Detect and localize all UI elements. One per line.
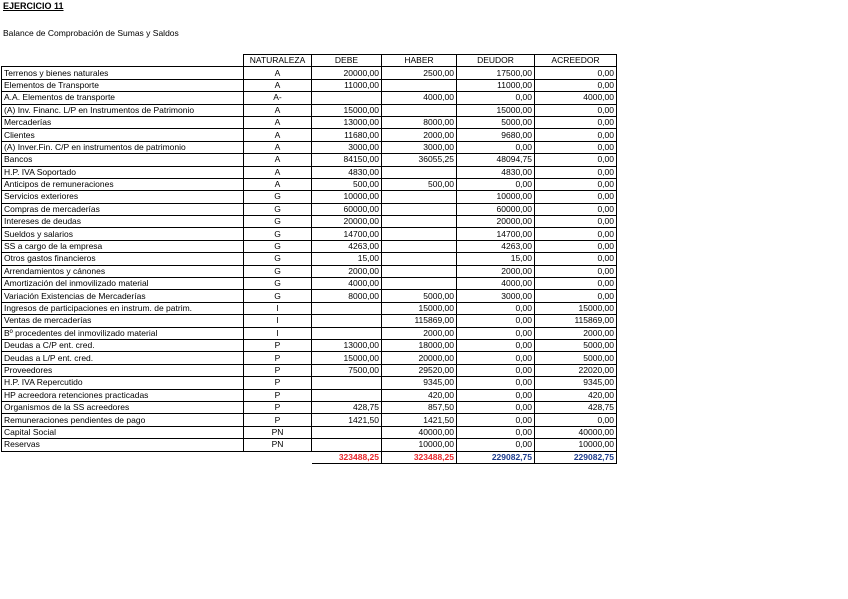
debe-cell: 13000,00: [312, 116, 382, 128]
haber-cell: [382, 253, 457, 265]
debe-cell: 20000,00: [312, 67, 382, 79]
naturaleza-cell: P: [244, 401, 312, 413]
acreedor-cell: 115869,00: [535, 315, 617, 327]
account-cell: Arrendamientos y cánones: [2, 265, 244, 277]
acreedor-cell: 0,00: [535, 129, 617, 141]
deudor-cell: 10000,00: [457, 191, 535, 203]
table-row: [2, 302, 617, 314]
table-row: [2, 216, 617, 228]
haber-cell: 10000,00: [382, 439, 457, 451]
debe-cell: 15000,00: [312, 104, 382, 116]
account-cell: Clientes: [2, 129, 244, 141]
naturaleza-cell: A: [244, 104, 312, 116]
account-cell: Elementos de Transporte: [2, 79, 244, 91]
account-cell: Ingresos de participaciones en instrum. de patrim.: [2, 302, 244, 314]
naturaleza-cell: G: [244, 228, 312, 240]
naturaleza-cell: A: [244, 141, 312, 153]
naturaleza-cell: A: [244, 79, 312, 91]
total-haber: 323488,25: [382, 451, 457, 463]
account-cell: Terrenos y bienes naturales: [2, 67, 244, 79]
deudor-cell: 0,00: [457, 339, 535, 351]
deudor-cell: 0,00: [457, 414, 535, 426]
debe-cell: 11000,00: [312, 79, 382, 91]
table-row: [2, 401, 617, 413]
naturaleza-cell: P: [244, 352, 312, 364]
haber-cell: 3000,00: [382, 141, 457, 153]
debe-cell: [312, 315, 382, 327]
deudor-cell: 0,00: [457, 364, 535, 376]
acreedor-cell: 0,00: [535, 290, 617, 302]
haber-cell: [382, 191, 457, 203]
table-row: [2, 377, 617, 389]
haber-cell: [382, 104, 457, 116]
haber-cell: 2000,00: [382, 327, 457, 339]
naturaleza-cell: A: [244, 178, 312, 190]
header-blank: [2, 55, 244, 67]
table-row: [2, 290, 617, 302]
deudor-cell: 0,00: [457, 389, 535, 401]
account-cell: Organismos de la SS acreedores: [2, 401, 244, 413]
debe-cell: 500,00: [312, 178, 382, 190]
acreedor-cell: 4000,00: [535, 92, 617, 104]
deudor-cell: 11000,00: [457, 79, 535, 91]
debe-cell: 13000,00: [312, 339, 382, 351]
debe-cell: 7500,00: [312, 364, 382, 376]
account-cell: SS a cargo de la empresa: [2, 240, 244, 252]
table-row: [2, 116, 617, 128]
account-cell: H.P. IVA Soportado: [2, 166, 244, 178]
debe-cell: [312, 389, 382, 401]
debe-cell: [312, 426, 382, 438]
deudor-cell: 0,00: [457, 401, 535, 413]
account-cell: Reservas: [2, 439, 244, 451]
deudor-cell: 2000,00: [457, 265, 535, 277]
acreedor-cell: 0,00: [535, 228, 617, 240]
acreedor-cell: 0,00: [535, 240, 617, 252]
debe-cell: [312, 439, 382, 451]
debe-cell: 4000,00: [312, 278, 382, 290]
table-row: [2, 203, 617, 215]
debe-cell: 2000,00: [312, 265, 382, 277]
debe-cell: 84150,00: [312, 154, 382, 166]
account-cell: Bancos: [2, 154, 244, 166]
debe-cell: 11680,00: [312, 129, 382, 141]
haber-cell: 40000,00: [382, 426, 457, 438]
acreedor-cell: 5000,00: [535, 339, 617, 351]
deudor-cell: 4000,00: [457, 278, 535, 290]
acreedor-cell: 0,00: [535, 178, 617, 190]
table-row: [2, 315, 617, 327]
deudor-cell: 15000,00: [457, 104, 535, 116]
deudor-cell: 0,00: [457, 302, 535, 314]
table-row: [2, 178, 617, 190]
table-row: [2, 278, 617, 290]
table-row: [2, 265, 617, 277]
table-row: [2, 253, 617, 265]
naturaleza-cell: G: [244, 191, 312, 203]
haber-cell: 2500,00: [382, 67, 457, 79]
table-row: [2, 352, 617, 364]
account-cell: Deudas a C/P ent. cred.: [2, 339, 244, 351]
total-acreedor: 229082,75: [535, 451, 617, 463]
account-cell: Deudas a L/P ent. cred.: [2, 352, 244, 364]
deudor-cell: 5000,00: [457, 116, 535, 128]
debe-cell: 15000,00: [312, 352, 382, 364]
naturaleza-cell: PN: [244, 439, 312, 451]
header-acreedor: ACREEDOR: [535, 55, 617, 67]
haber-cell: 2000,00: [382, 129, 457, 141]
acreedor-cell: 0,00: [535, 116, 617, 128]
naturaleza-cell: G: [244, 203, 312, 215]
account-cell: Servicios exteriores: [2, 191, 244, 203]
naturaleza-cell: A: [244, 67, 312, 79]
account-cell: Anticipos de remuneraciones: [2, 178, 244, 190]
table-row: [2, 339, 617, 351]
deudor-cell: 0,00: [457, 377, 535, 389]
account-cell: Proveedores: [2, 364, 244, 376]
table-row: [2, 166, 617, 178]
debe-cell: 10000,00: [312, 191, 382, 203]
haber-cell: 420,00: [382, 389, 457, 401]
acreedor-cell: 22020,00: [535, 364, 617, 376]
table-row: [2, 141, 617, 153]
debe-cell: 60000,00: [312, 203, 382, 215]
haber-cell: 4000,00: [382, 92, 457, 104]
debe-cell: [312, 302, 382, 314]
debe-cell: 3000,00: [312, 141, 382, 153]
haber-cell: [382, 216, 457, 228]
table-row: [2, 92, 617, 104]
header-deudor: DEUDOR: [457, 55, 535, 67]
table-row: [2, 439, 617, 451]
deudor-cell: 14700,00: [457, 228, 535, 240]
acreedor-cell: 15000,00: [535, 302, 617, 314]
debe-cell: [312, 377, 382, 389]
naturaleza-cell: A: [244, 154, 312, 166]
debe-cell: 4263,00: [312, 240, 382, 252]
totals-row: [2, 451, 617, 463]
naturaleza-cell: G: [244, 253, 312, 265]
account-cell: Ventas de mercaderías: [2, 315, 244, 327]
deudor-cell: 4830,00: [457, 166, 535, 178]
table-row: [2, 67, 617, 79]
deudor-cell: 60000,00: [457, 203, 535, 215]
deudor-cell: 0,00: [457, 92, 535, 104]
header-row: [2, 55, 617, 67]
account-cell: Sueldos y salarios: [2, 228, 244, 240]
naturaleza-cell: P: [244, 377, 312, 389]
naturaleza-cell: G: [244, 240, 312, 252]
table-row: [2, 79, 617, 91]
table-row: [2, 154, 617, 166]
deudor-cell: 3000,00: [457, 290, 535, 302]
deudor-cell: 0,00: [457, 327, 535, 339]
debe-cell: [312, 327, 382, 339]
acreedor-cell: 9345,00: [535, 377, 617, 389]
sheet-subtitle: Balance de Comprobación de Sumas y Saldos: [3, 28, 179, 38]
acreedor-cell: 0,00: [535, 79, 617, 91]
table-row: [2, 240, 617, 252]
table-row: [2, 191, 617, 203]
naturaleza-cell: P: [244, 364, 312, 376]
haber-cell: 18000,00: [382, 339, 457, 351]
table-row: [2, 364, 617, 376]
deudor-cell: 17500,00: [457, 67, 535, 79]
header-haber: HABER: [382, 55, 457, 67]
account-cell: HP acreedora retenciones practicadas: [2, 389, 244, 401]
acreedor-cell: 0,00: [535, 265, 617, 277]
haber-cell: 500,00: [382, 178, 457, 190]
account-cell: H.P. IVA Repercutido: [2, 377, 244, 389]
naturaleza-cell: A-: [244, 92, 312, 104]
debe-cell: 4830,00: [312, 166, 382, 178]
naturaleza-cell: A: [244, 129, 312, 141]
account-cell: A.A. Elementos de transporte: [2, 92, 244, 104]
acreedor-cell: 5000,00: [535, 352, 617, 364]
account-cell: Mercaderías: [2, 116, 244, 128]
haber-cell: 9345,00: [382, 377, 457, 389]
acreedor-cell: 0,00: [535, 414, 617, 426]
header-naturaleza: NATURALEZA: [244, 55, 312, 67]
deudor-cell: 15,00: [457, 253, 535, 265]
haber-cell: [382, 166, 457, 178]
naturaleza-cell: PN: [244, 426, 312, 438]
acreedor-cell: 0,00: [535, 154, 617, 166]
naturaleza-cell: I: [244, 327, 312, 339]
deudor-cell: 48094,75: [457, 154, 535, 166]
table-row: [2, 327, 617, 339]
haber-cell: 1421,50: [382, 414, 457, 426]
account-cell: (A) Inv. Financ. L/P en Instrumentos de Patrimonio: [2, 104, 244, 116]
total-debe: 323488,25: [312, 451, 382, 463]
haber-cell: 29520,00: [382, 364, 457, 376]
account-cell: Otros gastos financieros: [2, 253, 244, 265]
naturaleza-cell: G: [244, 216, 312, 228]
acreedor-cell: 0,00: [535, 166, 617, 178]
debe-cell: 428,75: [312, 401, 382, 413]
header-debe: DEBE: [312, 55, 382, 67]
acreedor-cell: 0,00: [535, 216, 617, 228]
haber-cell: 857,50: [382, 401, 457, 413]
naturaleza-cell: I: [244, 302, 312, 314]
account-cell: Intereses de deudas: [2, 216, 244, 228]
naturaleza-cell: P: [244, 414, 312, 426]
haber-cell: 20000,00: [382, 352, 457, 364]
haber-cell: [382, 79, 457, 91]
naturaleza-cell: I: [244, 315, 312, 327]
deudor-cell: 9680,00: [457, 129, 535, 141]
debe-cell: 15,00: [312, 253, 382, 265]
haber-cell: [382, 265, 457, 277]
acreedor-cell: 40000,00: [535, 426, 617, 438]
account-cell: (A) Inver.Fin. C/P en instrumentos de patrimonio: [2, 141, 244, 153]
account-cell: Capital Social: [2, 426, 244, 438]
deudor-cell: 0,00: [457, 439, 535, 451]
total-deudor: 229082,75: [457, 451, 535, 463]
acreedor-cell: 0,00: [535, 253, 617, 265]
acreedor-cell: 428,75: [535, 401, 617, 413]
debe-cell: 14700,00: [312, 228, 382, 240]
table-row: [2, 129, 617, 141]
acreedor-cell: 2000,00: [535, 327, 617, 339]
deudor-cell: 0,00: [457, 426, 535, 438]
naturaleza-cell: G: [244, 290, 312, 302]
table-row: [2, 389, 617, 401]
deudor-cell: 20000,00: [457, 216, 535, 228]
deudor-cell: 4263,00: [457, 240, 535, 252]
deudor-cell: 0,00: [457, 178, 535, 190]
naturaleza-cell: G: [244, 265, 312, 277]
haber-cell: [382, 203, 457, 215]
table-row: [2, 104, 617, 116]
debe-cell: 1421,50: [312, 414, 382, 426]
debe-cell: 8000,00: [312, 290, 382, 302]
haber-cell: 36055,25: [382, 154, 457, 166]
haber-cell: [382, 228, 457, 240]
naturaleza-cell: A: [244, 116, 312, 128]
haber-cell: 15000,00: [382, 302, 457, 314]
table-row: [2, 426, 617, 438]
naturaleza-cell: A: [244, 166, 312, 178]
debe-cell: 20000,00: [312, 216, 382, 228]
haber-cell: 8000,00: [382, 116, 457, 128]
acreedor-cell: 0,00: [535, 278, 617, 290]
acreedor-cell: 0,00: [535, 191, 617, 203]
table-row: [2, 228, 617, 240]
naturaleza-cell: P: [244, 339, 312, 351]
exercise-title: EJERCICIO 11: [3, 1, 64, 11]
naturaleza-cell: P: [244, 389, 312, 401]
account-cell: Bº procedentes del inmovilizado material: [2, 327, 244, 339]
debe-cell: [312, 92, 382, 104]
deudor-cell: 0,00: [457, 315, 535, 327]
acreedor-cell: 0,00: [535, 104, 617, 116]
haber-cell: [382, 240, 457, 252]
account-cell: Remuneraciones pendientes de pago: [2, 414, 244, 426]
haber-cell: [382, 278, 457, 290]
account-cell: Variación Existencias de Mercaderías: [2, 290, 244, 302]
haber-cell: 5000,00: [382, 290, 457, 302]
acreedor-cell: 0,00: [535, 141, 617, 153]
deudor-cell: 0,00: [457, 352, 535, 364]
acreedor-cell: 0,00: [535, 67, 617, 79]
acreedor-cell: 0,00: [535, 203, 617, 215]
totals-blank: [2, 451, 312, 463]
haber-cell: 115869,00: [382, 315, 457, 327]
balance-table: [1, 54, 617, 464]
account-cell: Compras de mercaderías: [2, 203, 244, 215]
table-row: [2, 414, 617, 426]
account-cell: Amortización del inmovilizado material: [2, 278, 244, 290]
naturaleza-cell: G: [244, 278, 312, 290]
deudor-cell: 0,00: [457, 141, 535, 153]
acreedor-cell: 420,00: [535, 389, 617, 401]
acreedor-cell: 10000,00: [535, 439, 617, 451]
